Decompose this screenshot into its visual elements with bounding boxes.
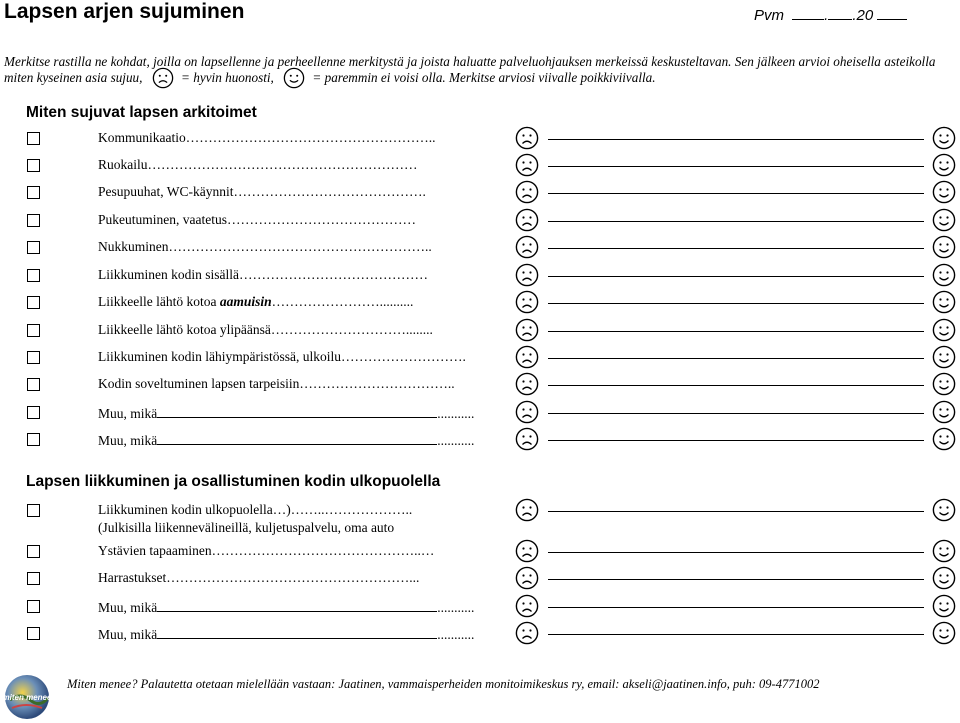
happy-face-icon [932, 126, 956, 150]
row-checkbox[interactable] [27, 214, 40, 227]
rating-line[interactable] [548, 413, 924, 414]
row-label: Nukkuminen………………………………………………….. [98, 239, 432, 254]
rating-line[interactable] [548, 331, 924, 332]
other-write-in-blank[interactable] [157, 598, 437, 612]
row-checkbox[interactable] [27, 572, 40, 585]
rating-line[interactable] [548, 358, 924, 359]
row-checkbox[interactable] [27, 159, 40, 172]
sad-face-icon [515, 498, 539, 522]
row-checkbox[interactable] [27, 324, 40, 337]
rating-row [0, 594, 960, 621]
row-label: Liikkuminen kodin sisällä…………………………………… [98, 267, 428, 282]
row-label: Muu, mikä ........... [98, 433, 475, 448]
rating-line[interactable] [548, 221, 924, 222]
date-day-blank[interactable] [792, 5, 824, 20]
row-label: Pukeutuminen, vaatetus…………………………………… [98, 212, 416, 227]
happy-face-icon [932, 539, 956, 563]
rating-row [0, 318, 960, 345]
sad-face-icon [515, 427, 539, 451]
sad-face-icon [515, 318, 539, 342]
rating-row [0, 126, 960, 153]
rating-row [0, 400, 960, 427]
happy-meaning: = paremmin ei voisi olla. Merkitse arviosi viivalle poikkiviivalla. [312, 70, 656, 85]
happy-face-icon [283, 67, 305, 89]
happy-face-icon [932, 621, 956, 645]
date-separator: . [824, 7, 829, 24]
row-label: Liikkeelle lähtö kotoa ylipäänsä…………………………........ [98, 322, 433, 337]
jaatinen-logo [2, 670, 52, 720]
rating-line[interactable] [548, 511, 924, 512]
row-label: Muu, mikä ........... [98, 627, 475, 642]
instructions-text: Merkitse rastilla ne kohdat, joilla on lapsellenne ja perheellenne merkitystä ja joista haluatte palveluohjauksen merkeissä keskusteltavan. Sen jälkeen arvioi oheisella asteikolla miten kyseinen asia sujuu, [4, 54, 936, 85]
other-write-in-blank[interactable] [157, 404, 437, 418]
row-checkbox[interactable] [27, 241, 40, 254]
row-label: Liikkuminen kodin ulkopuolella…)……..……………….. [98, 502, 413, 517]
sad-face-icon [515, 235, 539, 259]
rating-row [0, 621, 960, 648]
rating-row [0, 427, 960, 454]
section-title-arkitoimet: Miten sujuvat lapsen arkitoimet [26, 104, 257, 121]
happy-face-icon [932, 153, 956, 177]
sad-face-icon [152, 67, 174, 89]
other-write-in-blank[interactable] [157, 625, 437, 639]
row-label: Kommunikaatio……………………………………………….. [98, 130, 436, 145]
row-label: Muu, mikä ........... [98, 600, 475, 615]
rating-row [0, 290, 960, 317]
sad-meaning: = hyvin huonosti, [181, 70, 274, 85]
row-checkbox[interactable] [27, 504, 40, 517]
sad-face-icon [515, 621, 539, 645]
row-checkbox[interactable] [27, 296, 40, 309]
date-label: Pvm [754, 7, 784, 24]
row-label: Muu, mikä ........... [98, 406, 475, 421]
row-checkbox[interactable] [27, 378, 40, 391]
happy-face-icon [932, 427, 956, 451]
footer-text: Miten menee? Palautetta otetaan mielellään vastaan: Jaatinen, vammaisperheiden monitoimikeskus ry, email: akseli@jaatinen.info, puh: 09-4771002 [67, 677, 820, 691]
happy-face-icon [932, 345, 956, 369]
row-label: Liikkuminen kodin lähiympäristössä, ulkoilu………………………. [98, 349, 466, 364]
row-checkbox[interactable] [27, 186, 40, 199]
happy-face-icon [932, 594, 956, 618]
date-field[interactable] [754, 5, 907, 24]
rating-row [0, 539, 960, 566]
rating-line[interactable] [548, 276, 924, 277]
rating-line[interactable] [548, 139, 924, 140]
happy-face-icon [932, 263, 956, 287]
date-month-blank[interactable] [828, 5, 852, 20]
rating-line[interactable] [548, 607, 924, 608]
other-write-in-blank[interactable] [157, 431, 437, 445]
rating-line[interactable] [548, 166, 924, 167]
sad-face-icon [515, 290, 539, 314]
sad-face-icon [515, 400, 539, 424]
happy-face-icon [932, 180, 956, 204]
rating-row [0, 208, 960, 235]
sad-face-icon [515, 372, 539, 396]
rating-line[interactable] [548, 440, 924, 441]
sad-face-icon [515, 566, 539, 590]
row-checkbox[interactable] [27, 545, 40, 558]
instructions [4, 54, 954, 86]
row-checkbox[interactable] [27, 406, 40, 419]
rating-row [0, 345, 960, 372]
happy-face-icon [932, 290, 956, 314]
date-year-blank[interactable] [877, 5, 907, 20]
page-title: Lapsen arjen sujuminen [4, 0, 245, 23]
sad-face-icon [515, 345, 539, 369]
happy-face-icon [932, 498, 956, 522]
row-label: Harrastukset………………………………………………... [98, 570, 420, 585]
rating-line[interactable] [548, 248, 924, 249]
rating-line[interactable] [548, 552, 924, 553]
rating-line[interactable] [548, 303, 924, 304]
rating-line[interactable] [548, 579, 924, 580]
sad-face-icon [515, 208, 539, 232]
sad-face-icon [515, 180, 539, 204]
happy-face-icon [932, 235, 956, 259]
section-title-ulkopuolella: Lapsen liikkuminen ja osallistuminen kodin ulkopuolella [26, 473, 441, 490]
happy-face-icon [932, 208, 956, 232]
happy-face-icon [932, 372, 956, 396]
row-label: Ystävien tapaaminen………………………………………..… [98, 543, 435, 558]
row-checkbox[interactable] [27, 132, 40, 145]
happy-face-icon [932, 318, 956, 342]
sad-face-icon [515, 153, 539, 177]
rating-row [0, 498, 960, 535]
row-label: Liikkeelle lähtö kotoa aamuisin…………………….......... [98, 294, 414, 309]
row-checkbox[interactable] [27, 627, 40, 640]
logo-text: miten menee [2, 693, 52, 702]
rating-row [0, 372, 960, 399]
rating-line[interactable] [548, 634, 924, 635]
row-label: Kodin soveltuminen lapsen tarpeisiin…………………………….. [98, 376, 455, 391]
date-year-prefix: .20 [852, 7, 874, 24]
rating-line[interactable] [548, 385, 924, 386]
row-checkbox[interactable] [27, 351, 40, 364]
happy-face-icon [932, 566, 956, 590]
rating-row [0, 235, 960, 262]
sad-face-icon [515, 594, 539, 618]
rating-row [0, 263, 960, 290]
row-label: Pesupuuhat, WC-käynnit……………………………………. [98, 184, 426, 199]
rating-row [0, 180, 960, 207]
rating-line[interactable] [548, 193, 924, 194]
rating-row [0, 153, 960, 180]
sad-face-icon [515, 126, 539, 150]
row-label: Ruokailu…………………………………………………… [98, 157, 418, 172]
row-checkbox[interactable] [27, 600, 40, 613]
sad-face-icon [515, 539, 539, 563]
row-checkbox[interactable] [27, 269, 40, 282]
sad-face-icon [515, 263, 539, 287]
rating-row [0, 566, 960, 593]
row-sublabel: (Julkisilla liikennevälineillä, kuljetuspalvelu, oma auto [98, 520, 395, 535]
happy-face-icon [932, 400, 956, 424]
row-checkbox[interactable] [27, 433, 40, 446]
